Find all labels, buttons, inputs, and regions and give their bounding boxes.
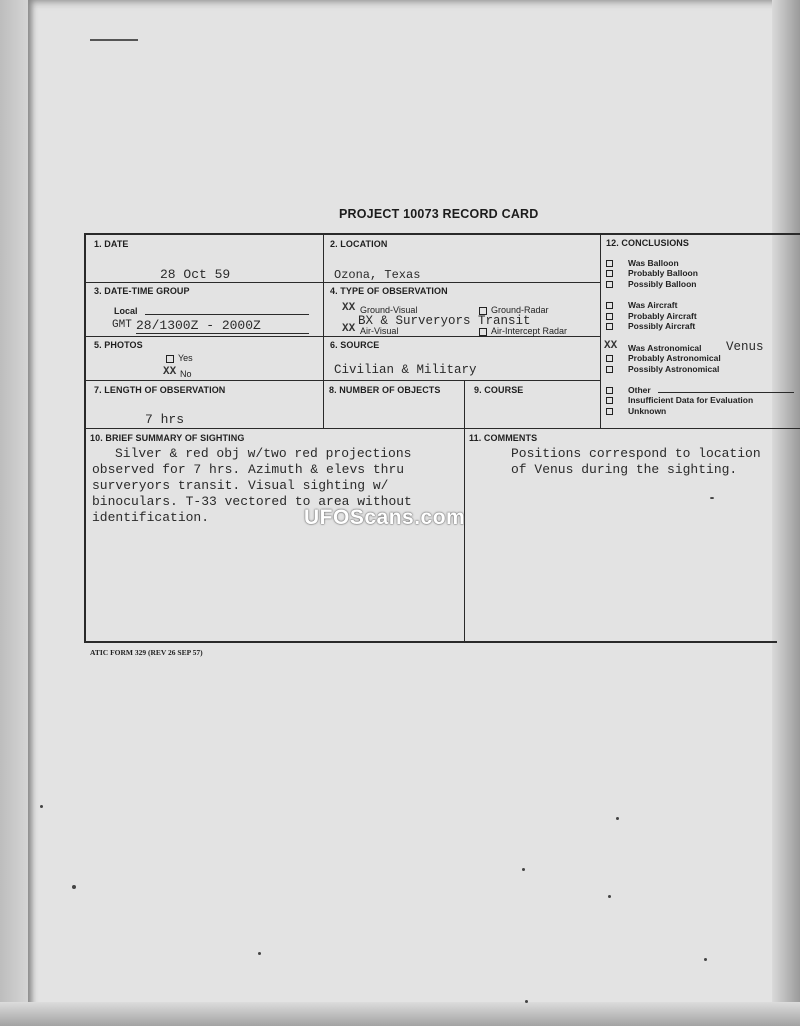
speck [616,817,619,820]
photos-label: 5. PHOTOS [94,340,143,350]
astronomical-mark: XX [604,340,618,352]
comments-label: 11. COMMENTS [469,433,538,443]
air-visual-mark: XX [342,323,356,335]
form-id: ATIC FORM 329 (REV 26 SEP 57) [90,648,203,657]
card-title: PROJECT 10073 RECORD CARD [339,207,539,221]
conclusions-label: 12. CONCLUSIONS [606,238,690,248]
source-value: Civilian & Military [334,363,477,377]
top-mark [90,39,138,41]
source-label: 6. SOURCE [330,340,380,350]
comments-line: Positions correspond to location [511,446,761,461]
photos-no-mark: XX [163,366,177,378]
speck [40,805,43,808]
grid-row-3 [85,380,601,381]
ground-visual-option: Ground-Visual [360,305,418,315]
grid-col-3 [600,233,601,429]
length-value: 7 hrs [145,412,185,427]
ground-visual-mark: XX [342,302,356,314]
paper-edge-left [0,0,30,1026]
paper-edge-bottom [0,1002,800,1026]
gmt-underline [136,333,309,334]
photos-yes-checkbox [166,355,174,363]
grid-row-1 [85,282,601,283]
air-visual-option: Air-Visual [360,326,399,336]
observation-type-label: 4. TYPE OF OBSERVATION [330,286,448,296]
paper-edge-right [772,0,800,1026]
summary-line: observed for 7 hrs. Azimuth & elevs thru [92,462,405,477]
astronomical-note: Venus [726,340,764,354]
local-underline [145,314,309,315]
comments-line: of Venus during the sighting. [511,462,738,477]
observation-typed-note: BX & Surveryors Transit [358,314,531,328]
summary-line: surveryors transit. Visual sighting w/ [92,478,389,493]
watermark: UFOScans.com [304,506,466,529]
grid-row-4 [85,428,800,429]
summary-line: Silver & red obj w/two red projections [115,446,412,461]
datetime-label: 3. DATE-TIME GROUP [94,286,190,296]
photos-no: No [180,369,192,379]
grid-row-2 [85,336,601,337]
air-intercept-checkbox [479,328,487,336]
speck [704,958,707,961]
course-label: 9. COURSE [474,385,524,395]
summary-line: identification. [92,510,210,525]
air-intercept-option: Air-Intercept Radar [479,326,567,336]
gmt-label: GMT [112,319,132,331]
speck [525,1000,528,1003]
other-underline [658,392,794,393]
grid-col-2 [323,233,324,429]
date-label: 1. DATE [94,239,129,249]
length-label: 7. LENGTH OF OBSERVATION [94,385,226,395]
grid-top [85,233,800,235]
speck [258,952,261,955]
ground-radar-option: Ground-Radar [479,305,549,315]
photos-yes: Yes [166,353,193,363]
summary-line: binoculars. T-33 vectored to area without [92,494,412,509]
grid-left [84,233,86,643]
num-objects-label: 8. NUMBER OF OBJECTS [329,385,441,395]
date-value: 28 Oct 59 [160,267,231,282]
location-label: 2. LOCATION [330,239,388,249]
local-label: Local [114,306,138,316]
speck [72,885,76,889]
speck [710,497,714,499]
speck [608,895,611,898]
location-value: Ozona, Texas [334,268,421,282]
speck [522,868,525,871]
gmt-value: 28/1300Z - 2000Z [136,318,261,333]
summary-label: 10. BRIEF SUMMARY OF SIGHTING [90,433,245,443]
grid-bottom [84,641,777,643]
